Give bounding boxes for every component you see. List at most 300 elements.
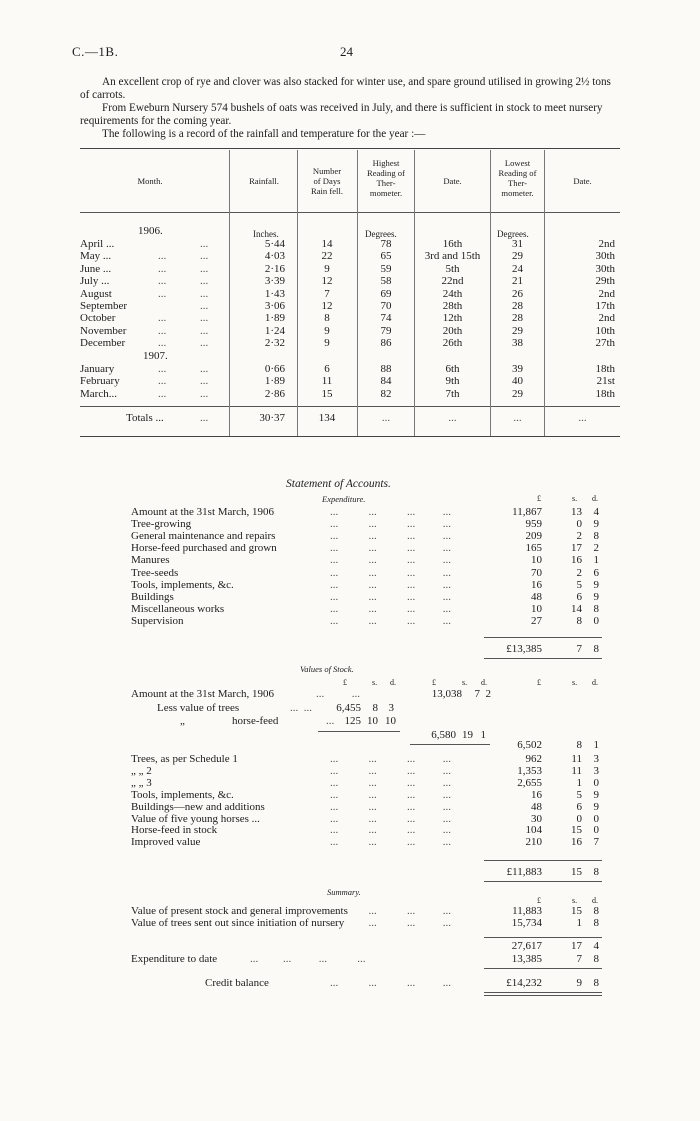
amount-pence: 8	[593, 602, 599, 615]
leader-dots: ...	[200, 375, 209, 388]
lowest-reading: 29	[512, 387, 523, 400]
amount-pounds: 210	[525, 836, 542, 849]
amount-pence: 0	[593, 812, 599, 825]
sum-rule	[484, 968, 602, 969]
header-line: Ther-	[508, 178, 527, 188]
leader-dots: ... ... ... ...	[330, 764, 451, 777]
leader-dots: ... ... ... ...	[330, 824, 451, 837]
highest-date: 7th	[445, 387, 460, 400]
expenditure-total-pounds: £13,385	[506, 643, 542, 655]
less-trees-shillings: 8	[372, 702, 378, 714]
amount-shillings: 16	[571, 836, 582, 849]
leader-dots: ...	[200, 262, 209, 275]
expenditure-total-shillings: 7	[576, 643, 582, 655]
rainfall-value: 2·32	[264, 337, 285, 350]
header-line: Number	[312, 166, 342, 176]
amount-pence: 2	[593, 542, 599, 555]
totals-ldate: ...	[578, 412, 587, 424]
credit-balance-pounds: £14,232	[506, 977, 542, 989]
lowest-date: 2nd	[598, 238, 615, 250]
shilling-sign: s.	[572, 678, 578, 687]
highest-date: 20th	[442, 324, 463, 337]
amount-pounds: 11,883	[512, 905, 542, 917]
lowest-reading: 21	[512, 275, 523, 288]
header-line: Reading of	[498, 168, 537, 178]
stock-amount-label: Amount at the 31st March, 1906	[131, 688, 274, 700]
amount-pence: 8	[593, 905, 599, 917]
pound-sign: £	[432, 678, 436, 687]
unit-label: Inches.	[253, 229, 279, 239]
lowest-reading: 26	[512, 287, 523, 300]
amount-shillings: 0	[576, 812, 582, 825]
pence-sign: d.	[592, 896, 598, 905]
page-number: 24	[340, 44, 353, 59]
totals-hdate: ...	[448, 412, 457, 424]
month-label: July ...	[80, 275, 110, 288]
leader-dots: ...	[200, 363, 209, 375]
highest-reading: 69	[380, 287, 392, 300]
lowest-date: 27th	[595, 337, 615, 350]
lowest-date: 17th	[595, 300, 615, 312]
amount-pounds: 209	[525, 530, 542, 543]
amount-pounds: 10	[531, 602, 542, 615]
highest-date: 12th	[442, 312, 463, 325]
highest-reading: 78	[380, 238, 392, 250]
rain-days-value: 9	[324, 262, 330, 275]
leader-dots: ...	[158, 375, 167, 388]
amount-pounds: 70	[531, 566, 542, 579]
highest-reading: 65	[380, 250, 392, 263]
leader-dots: ...	[200, 250, 209, 263]
sum-rule	[484, 937, 602, 938]
leader-dots: ... ... ... ...	[330, 916, 451, 929]
leader-dots: ... ... ... ...	[330, 905, 451, 917]
col-header-rainfall: Rainfall.	[249, 176, 279, 186]
rain-days-value: 9	[324, 324, 330, 337]
less-horse-pence: 10	[385, 715, 396, 727]
pound-sign: £	[343, 678, 347, 687]
intro-text-2: From Eweburn Nursery 574 bushels of oats was received in July, and there is sufficient in stock to meet nursery requirements for the coming year.	[80, 102, 603, 128]
lowest-date: 2nd	[598, 312, 615, 325]
leader-dots: ... ... ... ...	[330, 977, 451, 989]
pence-sign: d.	[592, 678, 598, 687]
col-header-highest	[358, 158, 414, 198]
col-header-month: Month.	[137, 176, 163, 186]
leader-dots: ... ... ... ...	[330, 614, 451, 627]
leader-dots: ...	[326, 715, 335, 727]
account-item-label: Tools, implements, &c.	[131, 788, 234, 801]
amount-pence: 4	[593, 506, 599, 518]
leader-dots: ...	[200, 238, 209, 250]
month-label: November	[80, 324, 127, 337]
lowest-reading: 31	[512, 238, 523, 250]
amount-pence: 0	[593, 614, 599, 627]
rain-days-value: 12	[321, 300, 333, 312]
month-label: September	[80, 300, 128, 312]
leader-dots: ...	[158, 363, 167, 375]
amount-pence: 8	[593, 530, 599, 543]
stock-amount-pence: 2	[485, 688, 491, 700]
leader-dots: ... ...	[316, 688, 360, 700]
rain-days-value: 11	[321, 375, 333, 388]
amount-shillings: 13	[571, 506, 582, 518]
leader-dots: ... ... ... ...	[330, 602, 451, 615]
credit-balance-label: Credit balance	[205, 977, 269, 989]
highest-date: 16th	[442, 238, 463, 250]
table-top-rule	[80, 148, 620, 149]
document-code: C.—1B.	[72, 44, 119, 59]
highest-reading: 59	[380, 262, 392, 275]
highest-date: 3rd and 15th	[424, 250, 481, 263]
leader-dots: ... ... ... ...	[330, 530, 451, 543]
header-line: mometer.	[369, 188, 403, 198]
header-line: mometer.	[501, 188, 534, 198]
rainfall-value: 2·86	[264, 387, 285, 400]
table-bottom-rule	[80, 436, 620, 437]
amount-shillings: 5	[576, 578, 582, 591]
leader-dots: ...	[158, 262, 167, 275]
summary-sum-pounds: 27,617	[511, 940, 542, 952]
less-horse-label: horse-feed	[232, 715, 279, 727]
rainfall-value: 0·66	[264, 363, 285, 375]
leader-dots: ... ... ... ...	[330, 554, 451, 567]
rainfall-value: 1·89	[264, 312, 285, 325]
pound-sign: £	[537, 678, 541, 687]
amount-shillings: 17	[571, 542, 582, 555]
header-line: Highest	[372, 158, 400, 168]
leader-dots: ...	[200, 324, 209, 337]
less-horse-pounds: 125	[344, 715, 361, 727]
amount-pence: 3	[593, 764, 599, 777]
leader-dots: ... ... ... ...	[330, 542, 451, 555]
leader-dots: ... ... ... ...	[330, 812, 451, 825]
leader-dots: ...	[200, 387, 209, 400]
highest-reading: 58	[380, 275, 392, 288]
stock-net-shillings: 8	[576, 739, 582, 751]
account-item-label: Tools, implements, &c.	[131, 578, 234, 591]
stock-total-pounds: £11,883	[506, 866, 542, 878]
pence-sign: d.	[390, 678, 396, 687]
lowest-date: 18th	[595, 387, 615, 400]
month-label: April ...	[80, 238, 115, 250]
month-label: January	[80, 363, 115, 375]
leader-dots: ... ... ... ...	[330, 753, 451, 765]
account-item-label: Value of five young horses ...	[131, 812, 260, 825]
highest-date: 24th	[442, 287, 463, 300]
amount-pence: 0	[593, 824, 599, 837]
amount-shillings: 6	[576, 800, 582, 813]
expenditure-heading: Expenditure.	[322, 494, 366, 504]
expenditure-to-date-pounds: 13,385	[511, 953, 542, 965]
stock-net-pounds: 6,502	[517, 739, 542, 751]
account-item-label: Improved value	[131, 836, 201, 849]
amount-pence: 6	[593, 566, 599, 579]
account-item-label: Trees, as per Schedule 1	[131, 753, 238, 765]
leader-dots: ...	[158, 250, 167, 263]
rain-days-value: 8	[324, 312, 330, 325]
sum-rule	[484, 881, 602, 882]
lowest-date: 18th	[595, 363, 615, 375]
stock-net-pence: 1	[593, 739, 599, 751]
amount-pounds: 962	[525, 753, 542, 765]
lowest-date: 30th	[595, 250, 615, 263]
shilling-sign: s.	[372, 678, 378, 687]
rainfall-value: 2·16	[264, 262, 285, 275]
expenditure-to-date-pence: 8	[593, 953, 599, 965]
account-item-label: Amount at the 31st March, 1906	[131, 506, 274, 518]
summary-sum-shillings: 17	[571, 940, 582, 952]
leader-dots: ...	[200, 275, 209, 288]
leader-dots: ...	[200, 412, 209, 424]
amount-shillings: 6	[576, 590, 582, 603]
leader-dots: ... ... ... ...	[330, 566, 451, 579]
amount-pounds: 11,867	[512, 506, 542, 518]
stock-heading: Values of Stock.	[300, 664, 354, 674]
totals-label: Totals ...	[126, 412, 164, 424]
account-item-label: Supervision	[131, 614, 184, 627]
leader-dots: ...	[158, 324, 167, 337]
less-horse-shillings: 10	[367, 715, 378, 727]
lowest-reading: 28	[512, 300, 523, 312]
lowest-reading: 24	[512, 262, 523, 275]
amount-shillings: 15	[571, 905, 582, 917]
stock-total-pence: 8	[593, 866, 599, 878]
totals-high: ...	[381, 412, 391, 424]
rainfall-value: 3·06	[264, 300, 285, 312]
rainfall-value: 3·39	[264, 275, 285, 288]
rain-days-value: 15	[321, 387, 333, 400]
sum-rule	[484, 637, 602, 638]
amount-shillings: 2	[576, 566, 582, 579]
stock-amount-pounds: 13,038	[431, 688, 462, 700]
leader-dots: ... ... ... ...	[330, 506, 451, 518]
highest-date: 26th	[442, 337, 463, 350]
lowest-date: 29th	[595, 275, 615, 288]
highest-reading: 82	[380, 387, 392, 400]
pound-sign: £	[537, 896, 541, 905]
lowest-reading: 28	[512, 312, 523, 325]
amount-shillings: 0	[576, 518, 582, 531]
amount-pence: 8	[593, 916, 599, 929]
highest-date: 5th	[445, 262, 460, 275]
highest-date: 9th	[445, 375, 460, 388]
header-line: Lowest	[504, 158, 531, 168]
amount-pounds: 1,353	[517, 764, 542, 777]
account-item-label: Value of trees sent out since initiation of nursery	[131, 916, 345, 929]
expenditure-total-pence: 8	[593, 643, 599, 655]
col-header-days	[298, 166, 356, 196]
pence-sign: d.	[481, 678, 487, 687]
leader-dots: ... ... ... ...	[330, 590, 451, 603]
month-label: October	[80, 312, 116, 325]
account-item-label: „ „ 3	[131, 776, 152, 789]
amount-pence: 9	[593, 590, 599, 603]
rain-days-value: 14	[321, 238, 333, 250]
amount-pounds: 16	[531, 788, 542, 801]
amount-shillings: 11	[571, 753, 582, 765]
account-item-label: Buildings	[131, 590, 174, 603]
account-item-label: Manures	[131, 554, 170, 567]
account-item-label: Horse-feed in stock	[131, 824, 218, 837]
less-trees-pounds: 6,455	[336, 702, 361, 714]
rainfall-value: 4·03	[264, 250, 285, 263]
leader-dots: ...	[200, 287, 209, 300]
amount-shillings: 2	[576, 530, 582, 543]
highest-date: 22nd	[441, 275, 464, 288]
year-label: 1907.	[143, 350, 168, 362]
stock-amount-shillings: 7	[474, 688, 480, 700]
highest-reading: 79	[380, 324, 392, 337]
amount-pence: 7	[593, 836, 599, 849]
month-label: February	[80, 375, 120, 388]
amount-shillings: 8	[576, 614, 582, 627]
lowest-reading: 38	[512, 337, 523, 350]
shilling-sign: s.	[572, 494, 578, 503]
summary-heading: Summary.	[327, 887, 361, 897]
shilling-sign: s.	[462, 678, 468, 687]
lowest-reading: 40	[512, 375, 523, 388]
leader-dots: ... ... ... ...	[330, 578, 451, 591]
double-rule	[484, 995, 602, 996]
sum-rule	[484, 658, 602, 659]
year-label: 1906.	[138, 225, 163, 237]
rainfall-value: 5·44	[264, 238, 285, 250]
highest-reading: 88	[380, 363, 392, 375]
leader-dots: ...	[200, 312, 209, 325]
header-line: of Days	[313, 176, 341, 186]
expenditure-to-date-shillings: 7	[576, 953, 582, 965]
amount-pence: 9	[593, 800, 599, 813]
leader-dots: ...	[158, 275, 167, 288]
pence-sign: d.	[592, 494, 598, 503]
less-total-shillings: 19	[462, 729, 473, 741]
lowest-reading: 29	[512, 250, 523, 263]
credit-balance-pence: 8	[593, 977, 599, 989]
amount-pence: 1	[593, 554, 599, 567]
account-item-label: Buildings—new and additions	[131, 800, 265, 813]
lowest-date: 30th	[595, 262, 615, 275]
amount-pounds: 959	[525, 518, 542, 531]
unit-label: Degrees.	[365, 229, 397, 239]
stock-total-shillings: 15	[571, 866, 582, 878]
leader-dots: ...	[200, 337, 209, 350]
leader-dots: ...	[158, 287, 167, 300]
pound-sign: £	[537, 494, 541, 503]
amount-shillings: 11	[571, 764, 582, 777]
amount-pounds: 16	[531, 578, 542, 591]
intro-paragraph-2	[80, 102, 620, 128]
account-item-label: „ „ 2	[131, 764, 152, 777]
header-line: Reading of	[367, 168, 405, 178]
amount-pounds: 48	[531, 800, 542, 813]
highest-reading: 84	[380, 375, 392, 388]
account-item-label: Value of present stock and general improvements	[131, 905, 348, 917]
totals-days: 134	[318, 412, 336, 424]
less-trees-pence: 3	[388, 702, 394, 714]
account-item-label: Miscellaneous works	[131, 602, 225, 615]
amount-shillings: 16	[571, 554, 582, 567]
credit-balance-shillings: 9	[576, 977, 582, 989]
leader-dots: ... ... ... ...	[250, 953, 366, 965]
leader-dots: ... ... ... ...	[330, 800, 451, 813]
summary-sum-pence: 4	[593, 940, 599, 952]
amount-shillings: 14	[571, 602, 582, 615]
sum-rule	[318, 731, 400, 732]
highest-date: 28th	[442, 300, 463, 312]
highest-date: 6th	[445, 363, 460, 375]
amount-pence: 0	[593, 776, 599, 789]
amount-pounds: 10	[531, 554, 542, 567]
intro-paragraph-3	[80, 128, 620, 141]
rain-days-value: 6	[324, 363, 330, 375]
account-item-label: Tree-growing	[131, 518, 192, 531]
rainfall-value: 1·24	[264, 324, 285, 337]
rain-days-value: 9	[324, 337, 330, 350]
expenditure-to-date-label: Expenditure to date	[131, 953, 218, 965]
amount-pounds: 30	[531, 812, 542, 825]
totals-low: ...	[513, 412, 522, 424]
amount-pounds: 165	[525, 542, 542, 555]
rain-days-value: 22	[321, 250, 333, 263]
totals-rainfall: 30·37	[259, 412, 285, 424]
leader-dots: ... ...	[290, 702, 312, 714]
rain-days-value: 12	[321, 275, 333, 288]
account-item-label: General maintenance and repairs	[131, 530, 276, 543]
amount-pence: 3	[593, 753, 599, 765]
month-label: August	[80, 287, 112, 300]
less-trees-label: Less value of trees	[157, 702, 240, 714]
header-line: Ther-	[376, 178, 396, 188]
amount-pence: 9	[593, 788, 599, 801]
table-header-rule	[80, 212, 620, 213]
sum-rule	[484, 860, 602, 861]
leader-dots: ...	[158, 337, 167, 350]
lowest-date: 2nd	[598, 287, 615, 300]
leader-dots: ...	[158, 312, 167, 325]
leader-dots: ... ... ... ...	[330, 836, 451, 849]
amount-pounds: 104	[525, 824, 542, 837]
rainfall-value: 1·89	[264, 375, 285, 388]
col-header-date-high: Date.	[443, 176, 462, 186]
leader-dots: ... ... ... ...	[330, 788, 451, 801]
lowest-reading: 29	[512, 324, 523, 337]
month-label: December	[80, 337, 126, 350]
leader-dots: ... ... ... ...	[330, 776, 451, 789]
amount-shillings: 1	[576, 916, 582, 929]
header-line: Rain fell.	[311, 186, 343, 196]
col-divider	[229, 150, 230, 436]
lowest-reading: 39	[512, 363, 523, 375]
intro-text-3: The following is a record of the rainfall and temperature for the year :—	[102, 128, 426, 140]
amount-pounds: 27	[531, 614, 542, 627]
account-item-label: Tree-seeds	[131, 566, 179, 579]
sum-rule	[410, 744, 490, 745]
intro-paragraph-1	[80, 76, 620, 102]
amount-shillings: 1	[576, 776, 582, 789]
lowest-date: 10th	[595, 324, 615, 337]
leader-dots: ...	[200, 300, 209, 312]
account-item-label: Horse-feed purchased and grown	[131, 542, 277, 555]
ditto-mark: „	[180, 715, 185, 727]
lowest-date: 21st	[596, 375, 615, 388]
amount-pounds: 48	[531, 590, 542, 603]
month-label: May ...	[80, 250, 112, 263]
highest-reading: 70	[380, 300, 392, 312]
amount-pounds: 15,734	[511, 916, 542, 929]
rain-days-value: 7	[324, 287, 330, 300]
rainfall-value: 1·43	[264, 287, 285, 300]
amount-pounds: 2,655	[517, 776, 542, 789]
